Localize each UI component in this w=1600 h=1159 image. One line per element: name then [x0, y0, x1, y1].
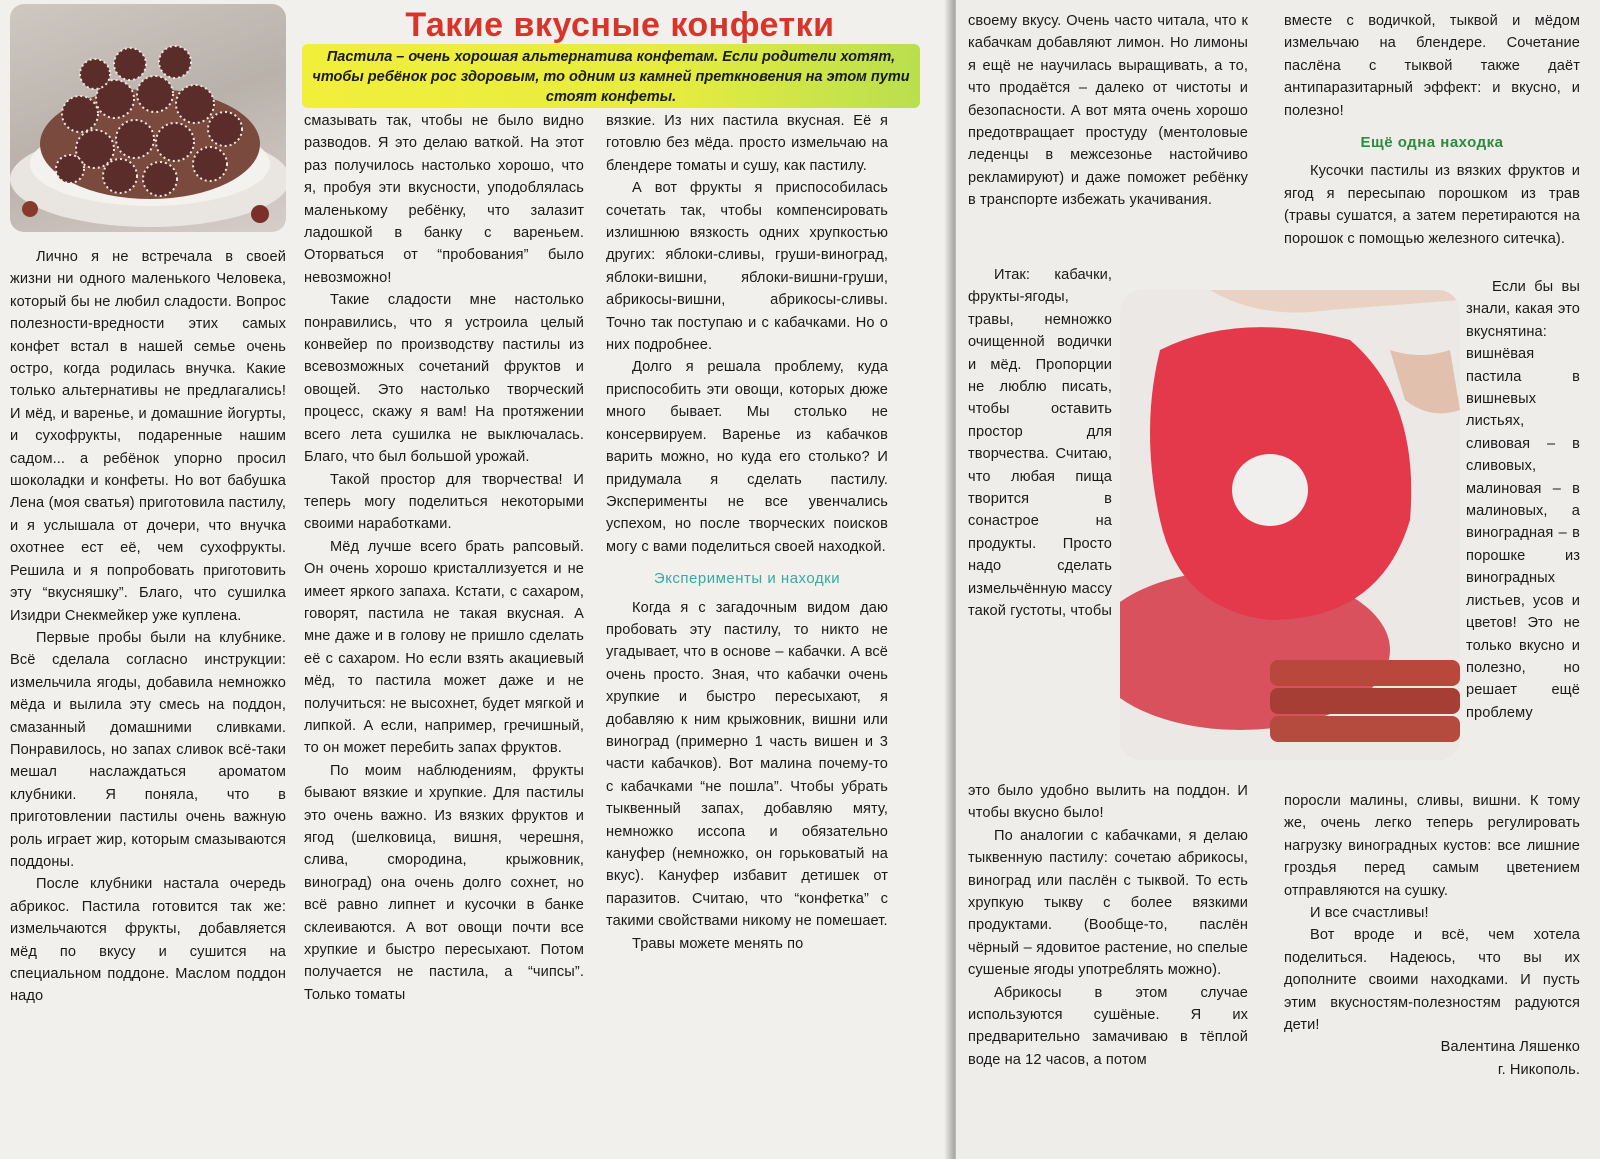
paragraph: А вот фрукты я приспособилась сочетать так, чтобы компенсировать излишнюю вязкость одних хрупкостью других: яблоки-сливы, груши-виноград, яблоки-вишни, яблоки-вишни-груши, абрикосы-вишни, абрикосы-сливы. Точно так поступаю и с кабачками. Но о них подробнее.	[606, 180, 888, 354]
paragraph: Травы можете менять по	[632, 935, 804, 952]
paragraph: вместе с водичкой, тыквой и мёдом измельчаю на блендере. Сочетание паслёна с тыквой также даёт антипаразитарный эффект: и вкусно, и полезно!	[1284, 13, 1580, 119]
column-4	[968, 10, 1248, 212]
paragraph: это было удобно вылить на поддон. И чтобы вкусно было!	[968, 783, 1248, 822]
column-3	[606, 110, 888, 955]
paragraph: Долго я решала проблему, куда приспособить эти овощи, которых дюже много бывает. Мы столько не консервируем. Варенье из кабачков варить можно, но куда его столько? И придумала я сделать пастилу. Эксперименты не все увенчались успехом, но после творческих поисков могу с вами поделиться своей находкой.	[606, 359, 888, 555]
paragraph: И все счастливы!	[1310, 905, 1429, 922]
paragraph: По моим наблюдениям, фрукты бывают вязкие и хрупкие. Для пастилы это очень важно. Из вязких фруктов и ягод (шелковица, вишня, черешня, слива, смородина, крыжовник, виноград) она очень долго сохнет, но всё равно липнет и кусочки в банке склеиваются. А вот овощи почти все хрупкие и быстро пересыхают. Потом получается не пастила, а “чипсы”. Только томаты	[304, 762, 584, 1003]
column-5-bottom	[1284, 790, 1580, 1081]
column-5-wrap	[1466, 276, 1580, 724]
paragraph: Итак: кабачки, фрукты-ягоды, травы, немножко очищенной водички и мёд. Пропорции не люблю писать, чтобы оставить простор для творчества. Считаю, что любая пища творится в сонастрое на продукты. Просто надо сделать измельчённую массу такой густоты, чтобы	[968, 267, 1112, 620]
paragraph: Такие сладости мне настолько понравились, что я устроила целый конвейер по производству пастилы из всевозможных сочетаний фруктов и овощей. Это настолько творческий процесс, скажу я вам! На протяжении всего лета сушилка не выключалась. Благо, что был большой урожай.	[304, 292, 584, 466]
paragraph: Если бы вы знали, какая это вкуснятина: вишнёвая пастила в вишневых листьях, сливовая – в сливовых, малиновая – в малиновых, а виноградная – в порошке из виноградных листьев, усов и цветов! Это не только вкусно и полезно, но решает ещё проблему	[1466, 279, 1580, 721]
subheading-experiments: Эксперименты и находки	[653, 570, 841, 588]
paragraph: Такой простор для творчества! И теперь могу поделиться некоторыми своими наработками.	[304, 471, 584, 533]
column-2	[304, 110, 584, 1006]
column-5	[1284, 10, 1580, 250]
photo-candies-bowl	[10, 4, 286, 232]
column-4-bottom	[968, 780, 1248, 1071]
paragraph: После клубники настала очередь абрикос. Пастила готовится так же: измельчаются фрукты, добавляется мёд по вкусу и сушится на специальном поддоне. Маслом поддон надо	[10, 876, 286, 1005]
photo-dehydrator-tray	[1120, 290, 1460, 760]
paragraph: Абрикосы в этом случае используются сушёные. Я их предварительно замачиваю в тёплой воде на 12 часов, а потом	[968, 984, 1248, 1068]
subheading-another-find: Ещё одна находка	[1360, 134, 1504, 152]
author-name: Валентина Ляшенко	[1440, 1039, 1580, 1056]
paragraph: поросли малины, сливы, вишни. К тому же, очень легко теперь регулировать нагрузку виноградных кустов: все лишние гроздья перед самым цветением отправляются на сушку.	[1284, 793, 1580, 899]
paragraph: Вот вроде и всё, чем хотела поделиться. Надеюсь, что вы их дополните своими находками. И пусть этим вкусностям-полезностям радуются дети!	[1284, 927, 1580, 1034]
paragraph: Когда я с загадочным видом даю пробовать эту пастилу, то никто не угадывает, что в основе – кабачки. А всё очень просто. Зная, что кабачки очень хрупкие и быстро пересыхают, я добавляю к ним крыжовник, вишни или виноград (примерно 1 часть вишен и 3 части кабачков). Вот малина почему-то с кабачками “не пошла”. Чтобы убрать тыквенный запах, добавляю мяту, немножко иссопа и обязательно кануфер (немножко, он горьковатый на вкус). Кануфер избавит детишек от паразитов. Считаю, что “конфетка” с такими свойствами никому не помешает.	[606, 599, 888, 930]
paragraph: вязкие. Из них пастила вкусная. Её я готовлю без мёда. просто измельчаю на блендере томаты и сушу, как пастилу.	[606, 113, 888, 174]
column-4-wrap	[968, 264, 1112, 623]
column-1	[10, 246, 286, 1008]
paragraph: смазывать так, чтобы не было видно разводов. Я это делаю ваткой. На этот раз получилось настолько хорошо, что я, пробуя эти вкусности, уподоблялась маленькому ребёнку, что залазит ладошкой в банку с вареньем. Оторваться от “пробования” было невозможно!	[304, 113, 584, 286]
paragraph: По аналогии с кабачками, я делаю тыквенную пастилу: сочетаю абрикосы, виноград или паслён с тыквой. То есть хрупкую тыкву с более вязкими продуктами. (Вообще-то, паслён чёрный – ядовитое растение, но спелые сушеные ягоды употреблять можно).	[968, 827, 1248, 979]
author-city: г. Никополь.	[1497, 1061, 1580, 1078]
paragraph: Кусочки пастилы из вязких фруктов и ягод я пересыпаю порошком из трав (травы сушатся, а затем перетираются на порошок с помощью железного ситечка).	[1284, 163, 1580, 247]
lead-paragraph: Пастила – очень хорошая альтернатива конфетам. Если родители хотят, чтобы ребёнок рос здоровым, то одним из камней преткновения на этом пути стоят конфеты.	[302, 44, 920, 108]
paragraph: своему вкусу. Очень часто читала, что к кабачкам добавляют лимон. Но лимоны я ещё не научилась выращивать, а то, что продаётся – далеко от чистоты и безопасности. А вот мята очень хорошо предотвращает простуду (ментоловые леденцы в межсезонье настойчиво рекламируют) и даже поможет ребёнку в транспорте избежать укачивания.	[968, 13, 1248, 209]
paragraph: Первые пробы были на клубнике. Всё сделала согласно инструкции: измельчила ягоды, добавила немножко мёда и вылила эту смесь на поддон, смазанный домашними сливками. Понравилось, но запах сливок всё-таки мешал наслаждаться ароматом клубники. Я поняла, что в приготовлении пастилы очень важную роль играет жир, которым смазываются поддоны.	[10, 629, 286, 870]
article-title: Такие вкусные конфетки	[405, 6, 835, 44]
paragraph: Лично я не встречала в своей жизни ни одного маленького Человека, который бы не любил сладости. Вопрос полезности-вредности этих самых конфет встал в нашей семье очень остро, когда родилась внучка. Какие только альтернативы не предлагались! И мёд, и варенье, и домашние йогурты, и сухофрукты, подаренные нашим садом... а ребёнок упорно просил шоколадки и конфеты. Но вот бабушка Лена (моя сватья) приготовила пастилу, и я услышала от дочери, что внучка охотнее ест её, чем сухофрукты. Решила и я попробовать приготовить эту “вкусняшку”. Благо, что сушилка Изидри Снекмейкер уже куплена.	[10, 249, 286, 624]
paragraph: Мёд лучше всего брать рапсовый. Он очень хорошо кристаллизуется и не имеет яркого запаха. Кстати, с сахаром, говорят, пастила не такая вкусная. А мне даже и в голову не пришло сделать её с сахаром. Но если взять акациевый мёд, то пастила может даже и не получиться: не высохнет, будет мягкой и липкой. А если, например, гречишный, то он может перебить запах фруктов.	[304, 538, 584, 757]
